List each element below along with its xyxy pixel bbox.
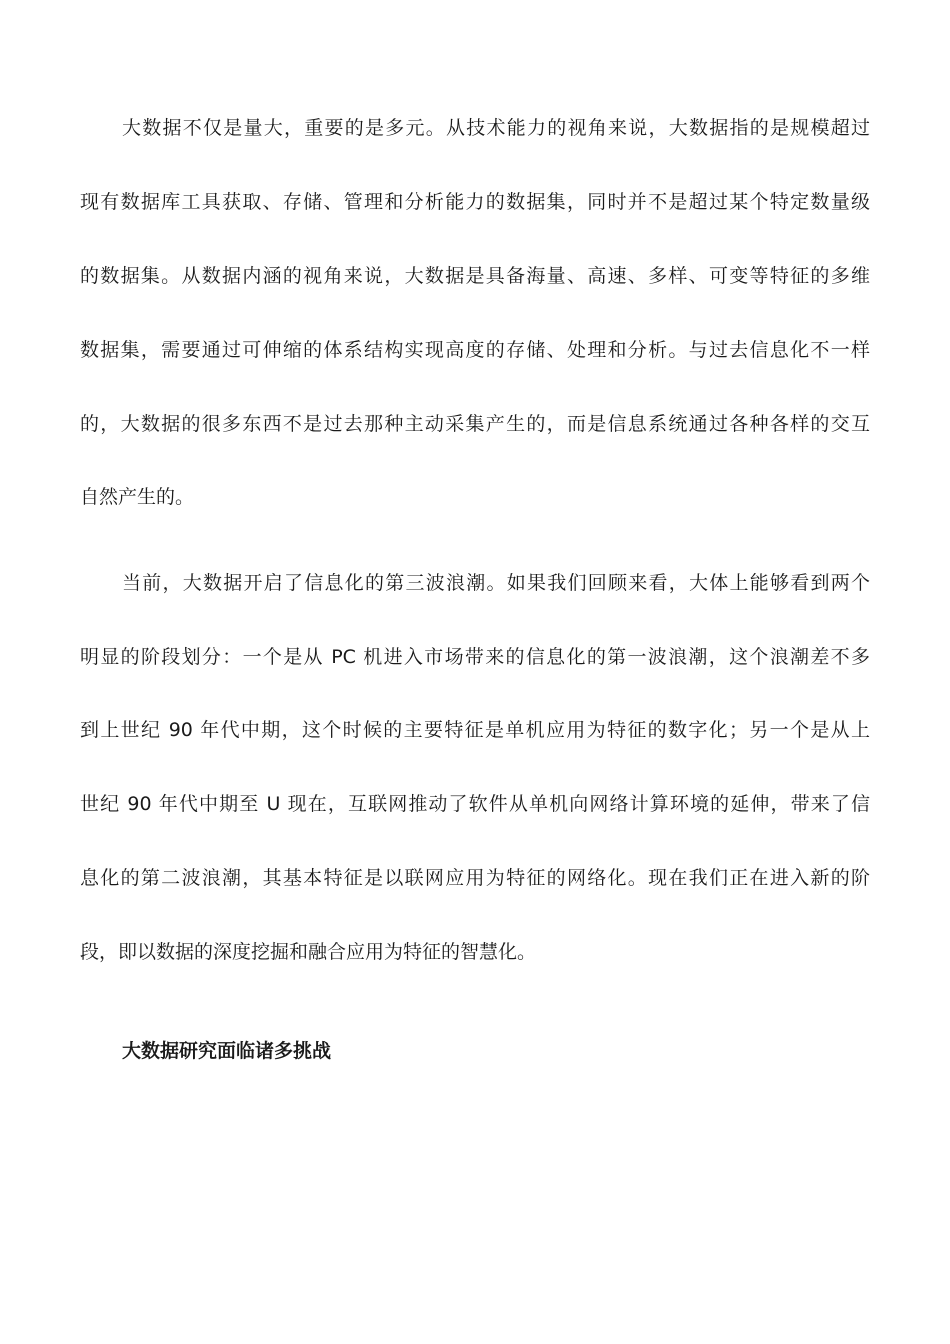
paragraph-2-line-3: 到上世纪 90 年代中期，这个时候的主要特征是单机应用为特征的数字化；另一个是从上 — [80, 719, 870, 741]
paragraph-2-line-5: 息化的第二波浪潮，其基本特征是以联网应用为特征的网络化。现在我们正在进入新的阶 — [80, 867, 870, 889]
paragraph-1-line-1: 大数据不仅是量大，重要的是多元。从技术能力的视角来说，大数据指的是规模超过 — [122, 117, 870, 139]
paragraph-1-line-3: 的数据集。从数据内涵的视角来说，大数据是具备海量、高速、多样、可变等特征的多维 — [80, 265, 870, 287]
paragraph-2-line-1: 当前，大数据开启了信息化的第三波浪潮。如果我们回顾来看，大体上能够看到两个 — [122, 572, 870, 594]
paragraph-2-line-2: 明显的阶段划分：一个是从 PC 机进入市场带来的信息化的第一波浪潮，这个浪潮差不多 — [80, 646, 870, 668]
paragraph-2-line-6: 段，即以数据的深度挖掘和融合应用为特征的智慧化。 — [80, 941, 537, 963]
paragraph-2-line-4: 世纪 90 年代中期至 U 现在，互联网推动了软件从单机向网络计算环境的延伸，带来了信 — [80, 793, 870, 815]
paragraph-1-line-5: 的，大数据的很多东西不是过去那种主动采集产生的，而是信息系统通过各种各样的交互 — [80, 413, 870, 435]
paragraph-1-line-2: 现有数据库工具获取、存储、管理和分析能力的数据集，同时并不是超过某个特定数量级 — [80, 191, 870, 213]
paragraph-1-line-4: 数据集，需要通过可伸缩的体系结构实现高度的存储、处理和分析。与过去信息化不一样 — [80, 339, 870, 361]
paragraph-1-line-6: 自然产生的。 — [80, 486, 195, 508]
section-heading: 大数据研究面临诸多挑战 — [122, 1040, 332, 1062]
